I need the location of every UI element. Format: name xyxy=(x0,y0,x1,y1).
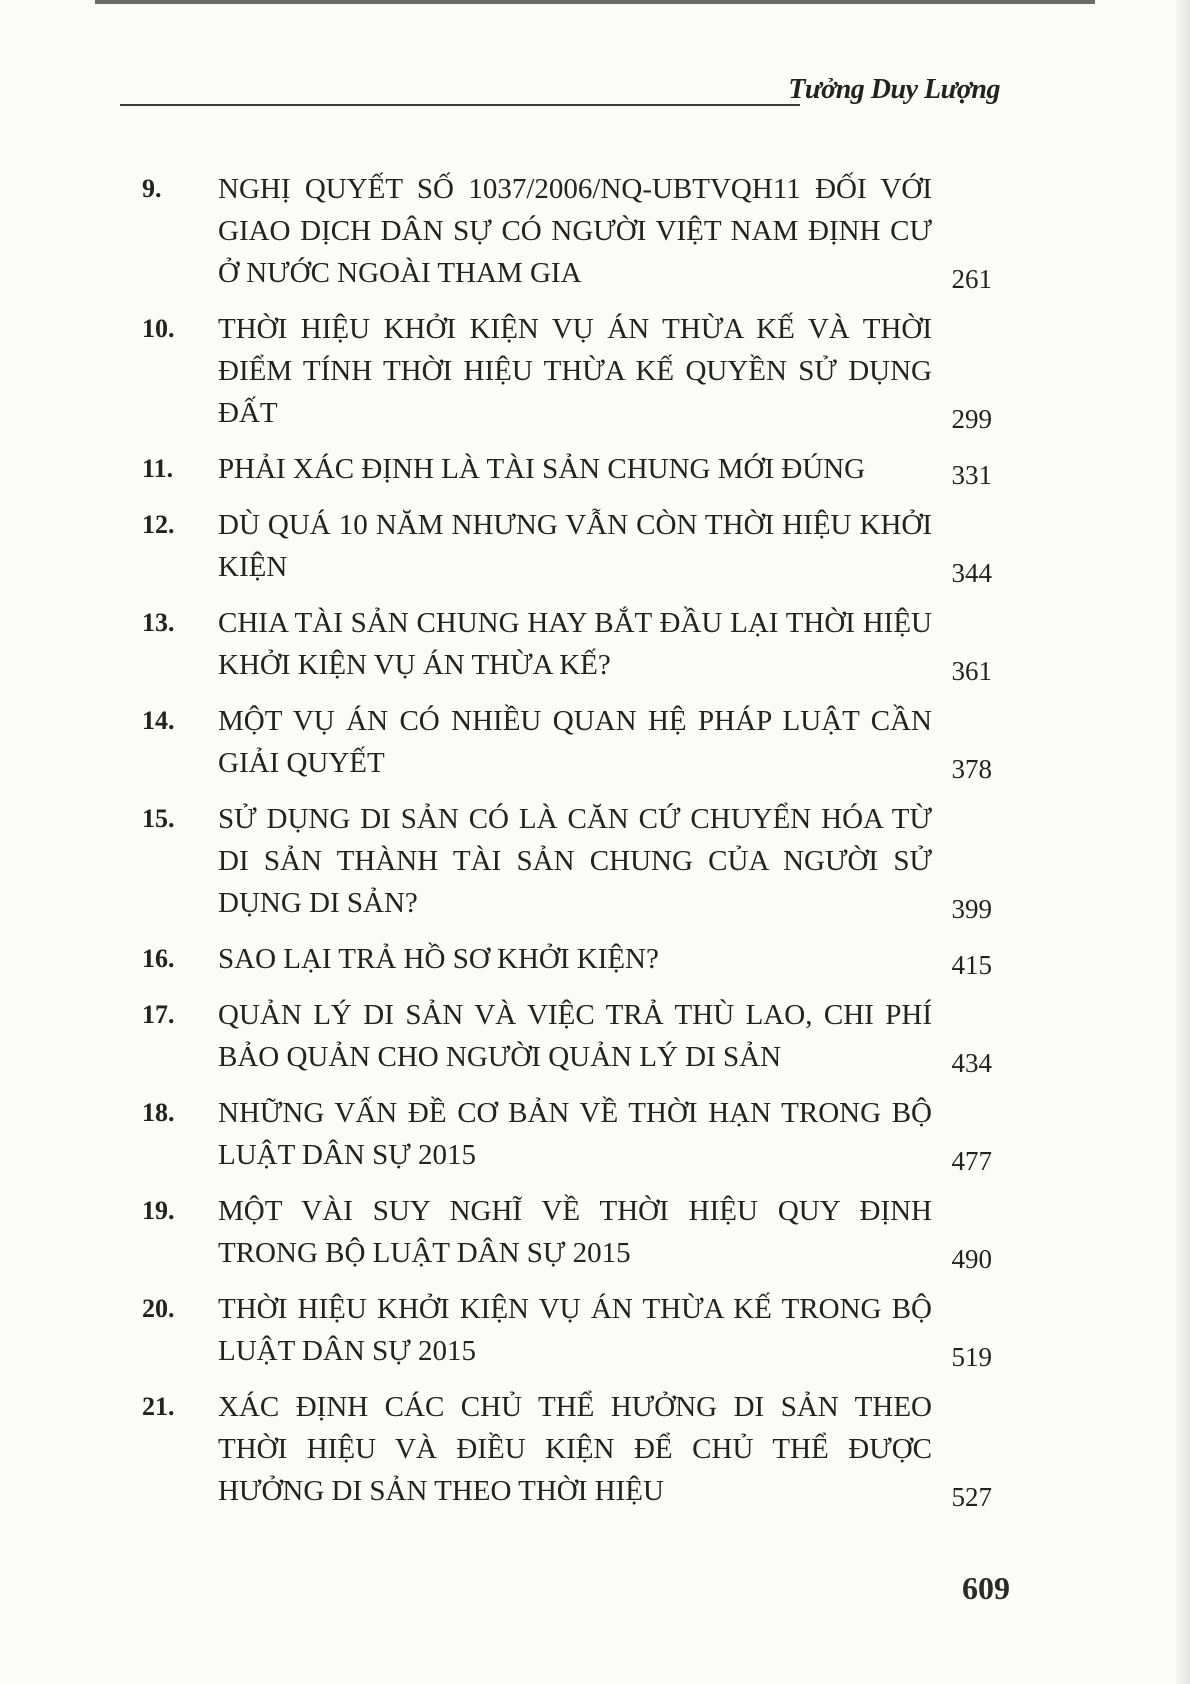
toc-entry-title: SỬ DỤNG DI SẢN CÓ LÀ CĂN CỨ CHUYỂN HÓA TỪ DI SẢN THÀNH TÀI SẢN CHUNG CỦA NGƯỜI SỬ DỤNG DI SẢN? xyxy=(218,803,932,919)
toc-entry-title: DÙ QUÁ 10 NĂM NHƯNG VẪN CÒN THỜI HIỆU KHỞI KIỆN xyxy=(218,509,932,583)
toc-entry-number: 18. xyxy=(142,1098,175,1127)
toc-entry-number: 21. xyxy=(142,1392,175,1421)
toc-entry-title: XÁC ĐỊNH CÁC CHỦ THỂ HƯỞNG DI SẢN THEO THỜI HIỆU VÀ ĐIỀU KIỆN ĐỂ CHỦ THỂ ĐƯỢC HƯỞNG DI SẢN THEO THỜI HIỆU xyxy=(218,1391,932,1507)
toc-entry-page: 519 xyxy=(951,1342,992,1372)
toc-entry-title: CHIA TÀI SẢN CHUNG HAY BẮT ĐẦU LẠI THỜI HIỆU KHỞI KIỆN VỤ ÁN THỪA KẾ? xyxy=(218,607,932,681)
toc-entry xyxy=(0,504,1190,588)
toc-entry-number: 14. xyxy=(142,706,175,735)
toc-entry-page: 477 xyxy=(951,1146,992,1176)
page-number: 609 xyxy=(962,1570,1010,1606)
toc-entry-number: 12. xyxy=(142,510,175,539)
toc-entry-number: 11. xyxy=(142,454,174,483)
toc-entry-number: 20. xyxy=(142,1294,175,1323)
toc-entry-number: 13. xyxy=(142,608,175,637)
toc-entry-number: 15. xyxy=(142,804,175,833)
toc-entry-page: 299 xyxy=(951,404,992,434)
page-top-edge xyxy=(95,0,1095,4)
toc-entry-title: PHẢI XÁC ĐỊNH LÀ TÀI SẢN CHUNG MỚI ĐÚNG xyxy=(218,453,866,485)
header-rule xyxy=(120,104,800,106)
toc-entry-title: MỘT VỤ ÁN CÓ NHIỀU QUAN HỆ PHÁP LUẬT CẦN GIẢI QUYẾT xyxy=(218,705,932,779)
table-of-contents xyxy=(0,168,1190,1526)
toc-entry-title: THỜI HIỆU KHỞI KIỆN VỤ ÁN THỪA KẾ VÀ THỜI ĐIỂM TÍNH THỜI HIỆU THỪA KẾ QUYỀN SỬ DỤNG ĐẤT xyxy=(218,313,932,429)
toc-entry-number: 9. xyxy=(142,174,162,203)
toc-entry-number: 19. xyxy=(142,1196,175,1225)
toc-entry-title: SAO LẠI TRẢ HỒ SƠ KHỞI KIỆN? xyxy=(218,943,659,975)
toc-entry-page: 490 xyxy=(951,1244,992,1274)
toc-entry xyxy=(0,994,1190,1078)
toc-entry xyxy=(0,168,1190,294)
toc-entry xyxy=(0,1386,1190,1512)
toc-entry xyxy=(0,700,1190,784)
toc-entry-title: QUẢN LÝ DI SẢN VÀ VIỆC TRẢ THÙ LAO, CHI PHÍ BẢO QUẢN CHO NGƯỜI QUẢN LÝ DI SẢN xyxy=(218,999,932,1073)
running-header-author: Tưởng Duy Lượng xyxy=(788,74,1000,105)
toc-entry-page: 261 xyxy=(951,264,992,294)
toc-entry xyxy=(0,1288,1190,1372)
toc-entry-number: 17. xyxy=(142,1000,175,1029)
toc-entry xyxy=(0,1092,1190,1176)
toc-entry xyxy=(0,798,1190,924)
toc-entry-page: 344 xyxy=(951,558,992,588)
toc-entry-page: 527 xyxy=(951,1482,992,1512)
toc-entry-page: 415 xyxy=(951,950,992,980)
toc-entry-title: THỜI HIỆU KHỞI KIỆN VỤ ÁN THỪA KẾ TRONG BỘ LUẬT DÂN SỰ 2015 xyxy=(218,1293,932,1367)
toc-entry-page: 378 xyxy=(951,754,992,784)
toc-entry xyxy=(0,308,1190,434)
toc-entry xyxy=(0,602,1190,686)
toc-entry-page: 361 xyxy=(951,656,992,686)
toc-entry xyxy=(0,448,1190,490)
toc-entry-page: 434 xyxy=(951,1048,992,1078)
toc-entry-number: 16. xyxy=(142,944,175,973)
toc-entry-title: MỘT VÀI SUY NGHĨ VỀ THỜI HIỆU QUY ĐỊNH TRONG BỘ LUẬT DÂN SỰ 2015 xyxy=(218,1195,932,1269)
toc-entry-page: 331 xyxy=(951,460,992,490)
toc-entry-title: NHỮNG VẤN ĐỀ CƠ BẢN VỀ THỜI HẠN TRONG BỘ LUẬT DÂN SỰ 2015 xyxy=(218,1097,932,1171)
toc-entry xyxy=(0,938,1190,980)
toc-entry-title: NGHỊ QUYẾT SỐ 1037/2006/NQ-UBTVQH11 ĐỐI VỚI GIAO DỊCH DÂN SỰ CÓ NGƯỜI VIỆT NAM ĐỊNH CƯ Ở NƯỚC NGOÀI THAM GIA xyxy=(218,173,932,289)
toc-entry xyxy=(0,1190,1190,1274)
toc-entry-page: 399 xyxy=(951,894,992,924)
toc-entry-number: 10. xyxy=(142,314,175,343)
